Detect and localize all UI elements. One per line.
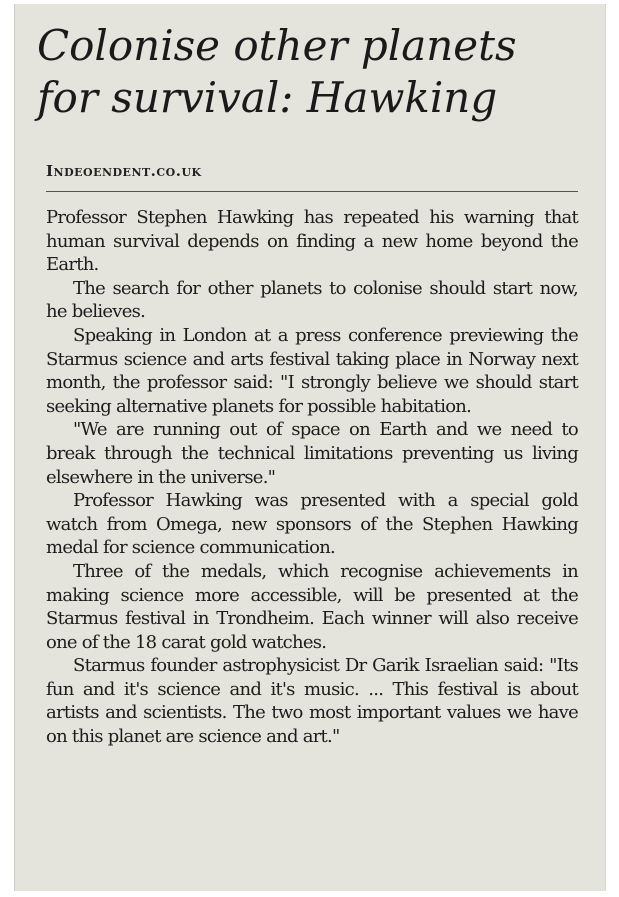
- paragraph-7: Starmus founder astrophysicist Dr Garik Israelian said: "Its fun and it's science and it's music. ... This festival is about artists and scientists. The two most important values we have on this planet are science and art.": [46, 655, 578, 748]
- divider: [46, 191, 578, 192]
- paragraph-3: Speaking in London at a press conference previewing the Starmus science and arts festival taking place in Norway next month, the professor said: "I strongly believe we should start seeking alternative planets for possible habitation.: [46, 324, 578, 417]
- article-body: [46, 206, 578, 749]
- paragraph-6: Three of the medals, which recognise achievements in making science more accessible, will be presented at the Starmus festival in Trondheim. Each winner will also receive one of the 18 carat gold watches.: [46, 560, 578, 653]
- source-credit: Indeoendent.co.uk: [46, 162, 202, 180]
- headline-line-1: Colonise other planets: [37, 21, 517, 70]
- paragraph-1: Professor Stephen Hawking has repeated his warning that human survival depends on finding a new home beyond the Earth.: [46, 207, 578, 276]
- paragraph-5: Professor Hawking was presented with a special gold watch from Omega, new sponsors of the Stephen Hawking medal for science communication.: [46, 490, 578, 559]
- paragraph-2: The search for other planets to colonise should start now, he believes.: [46, 277, 578, 323]
- headline-line-2: for survival: Hawking: [37, 73, 498, 122]
- headline: [37, 20, 597, 124]
- paragraph-4: "We are running out of space on Earth and we need to break through the technical limitations preventing us living elsewhere in the universe.": [46, 419, 578, 488]
